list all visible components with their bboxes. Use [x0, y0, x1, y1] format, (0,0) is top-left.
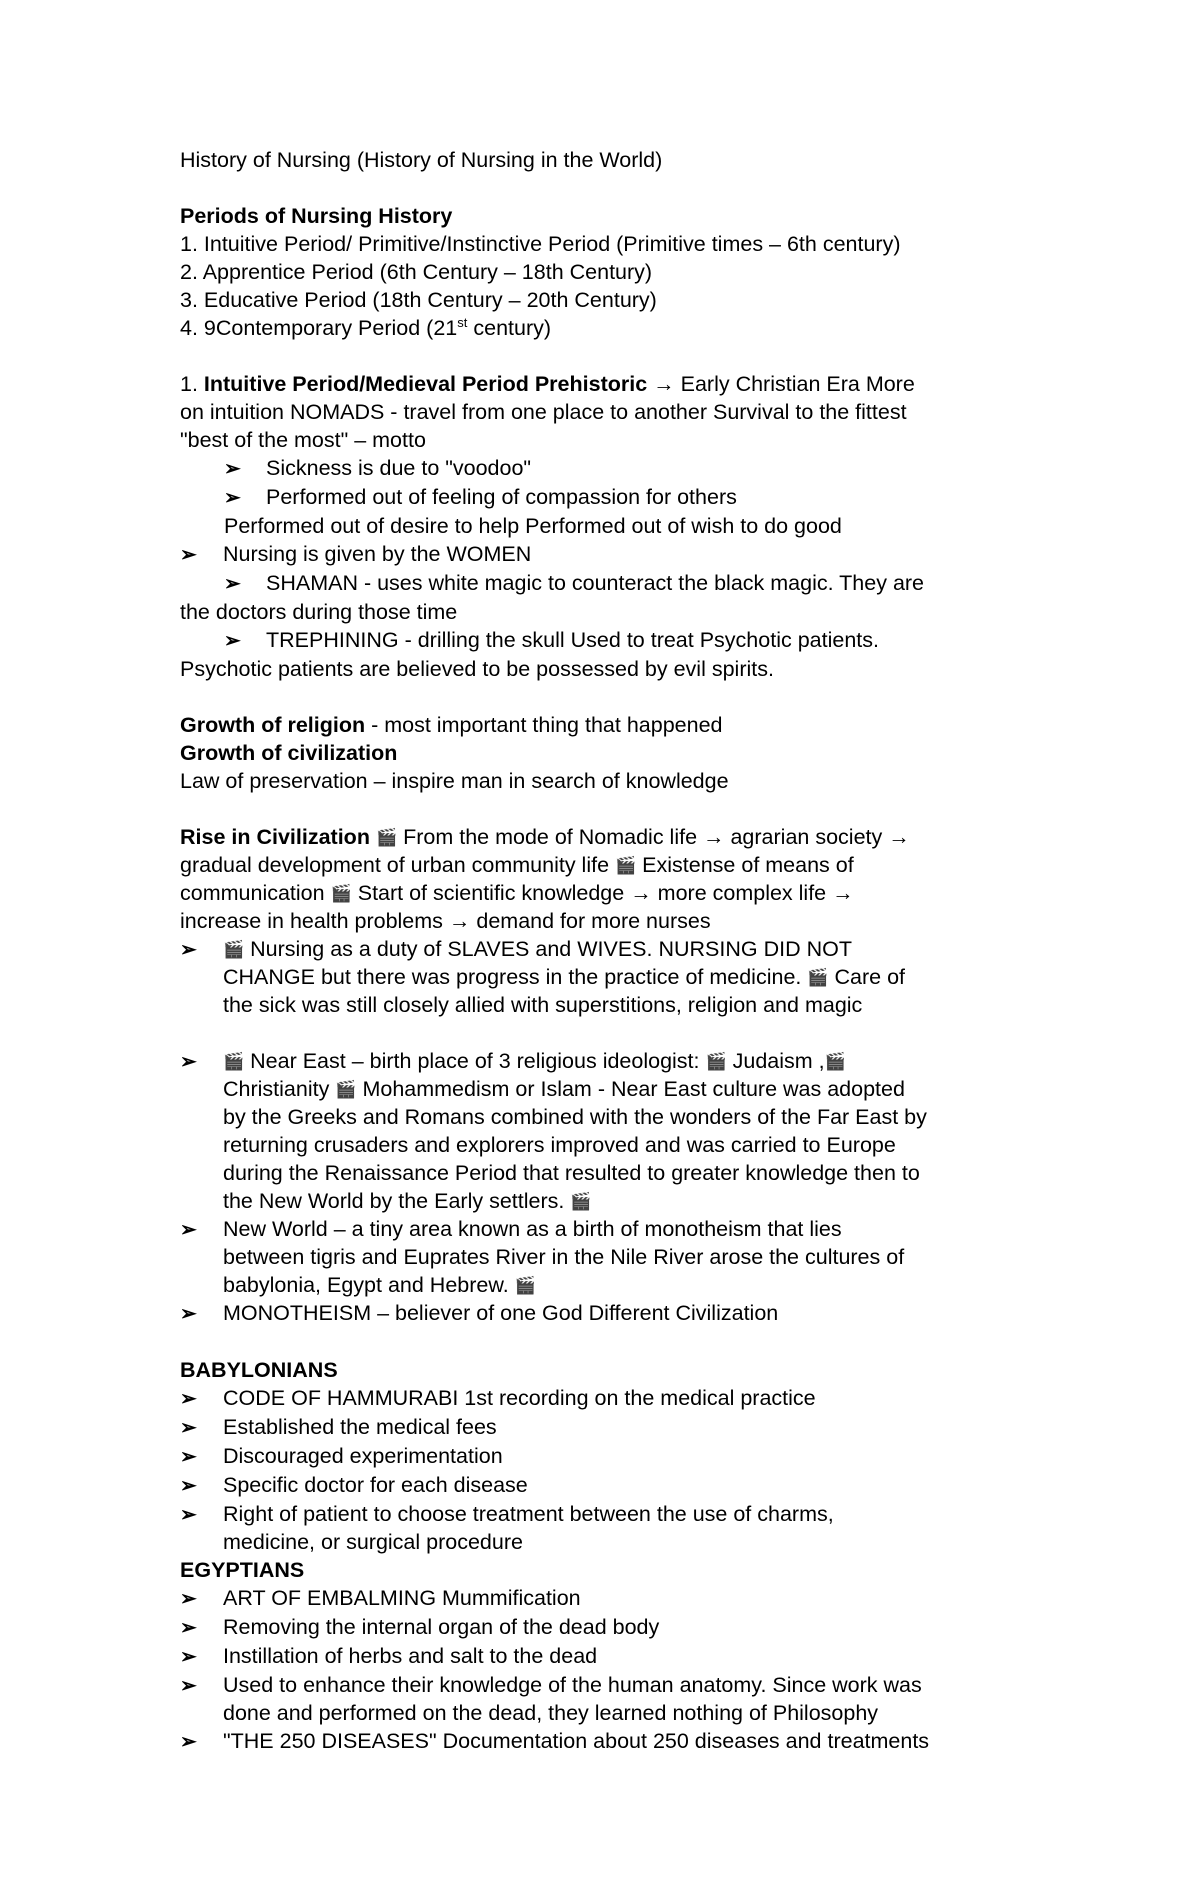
period-item: 3. Educative Period (18th Century – 20th Century)	[180, 288, 657, 312]
arrow-bullet-icon: ➢	[180, 1731, 197, 1753]
arrow-bullet-icon: ➢	[180, 1588, 197, 1610]
document-title: History of Nursing (History of Nursing in the World)	[180, 148, 663, 172]
arrow-bullet-icon: ➢	[180, 1617, 197, 1639]
document-page	[180, 146, 1040, 1756]
period-item: 2. Apprentice Period (6th Century – 18th Century)	[180, 260, 653, 284]
rise-paragraph-line: gradual development of urban community life 🎬 Existense of means of	[180, 853, 854, 877]
clapperboard-icon: 🎬	[514, 1276, 536, 1295]
text-line: Performed out of desire to help Performed out of wish to do good	[224, 514, 842, 538]
clapperboard-icon: 🎬	[705, 1052, 727, 1071]
intuitive-paragraph: 1. Intuitive Period/Medieval Period Prehistoric → Early Christian Era More	[180, 372, 915, 396]
bullet-item: ➢ Nursing is given by the WOMEN	[180, 540, 1040, 569]
bullet-item: ➢ 🎬 Near East – birth place of 3 religious ideologist: 🎬 Judaism ,🎬 Christianity 🎬 Mohammedism or Islam - Near East culture was adopted by the Greeks and Romans combined with the wonders of the Far East by returning crusaders and explorers improved and was carried to Europe during the Renaissance Period that resulted to greater knowledge then to the New World by the Early settlers. 🎬	[180, 1049, 927, 1213]
bullet-item: ➢ Used to enhance their knowledge of the human anatomy. Since work was done and performed on the dead, they learned nothing of Philosophy	[180, 1673, 922, 1725]
bullet-item: ➢ 🎬 Nursing as a duty of SLAVES and WIVES. NURSING DID NOT CHANGE but there was progress in the practice of medicine. 🎬 Care of the sick was still closely allied with superstitions, religion and magic	[180, 937, 905, 1017]
arrow-bullet-icon: ➢	[224, 458, 241, 480]
bullet-item: ➢ Established the medical fees	[180, 1413, 1040, 1442]
rise-paragraph: Rise in Civilization 🎬 From the mode of Nomadic life → agrarian society →	[180, 825, 910, 849]
text-line: the doctors during those time	[180, 600, 458, 624]
babylonians-heading: BABYLONIANS	[180, 1358, 338, 1382]
rise-paragraph-line: communication 🎬 Start of scientific knowledge → more complex life →	[180, 881, 854, 905]
clapperboard-icon: 🎬	[223, 1052, 245, 1071]
spacer	[180, 683, 1040, 711]
clapperboard-icon: 🎬	[335, 1080, 357, 1099]
arrow-bullet-icon: ➢	[224, 573, 241, 595]
rise-paragraph-line: increase in health problems → demand for more nurses	[180, 909, 711, 933]
intuitive-paragraph-line: on intuition NOMADS - travel from one place to another Survival to the fittest	[180, 400, 907, 424]
period-item: 4. 9Contemporary Period (21st century)	[180, 314, 552, 340]
intuitive-paragraph-line: "best of the most" – motto	[180, 428, 426, 452]
bullet-item: ➢ "THE 250 DISEASES" Documentation about 250 diseases and treatments	[180, 1727, 1040, 1756]
clapperboard-icon: 🎬	[223, 940, 245, 959]
clapperboard-icon: 🎬	[807, 968, 829, 987]
clapperboard-icon: 🎬	[375, 828, 398, 847]
arrow-bullet-icon: ➢	[180, 1051, 197, 1073]
bullet-item: ➢ Removing the internal organ of the dead body	[180, 1613, 1040, 1642]
superscript: st	[457, 314, 468, 330]
religion-line: Growth of religion - most important thing that happened	[180, 713, 723, 737]
text-line: Psychotic patients are believed to be possessed by evil spirits.	[180, 657, 774, 681]
spacer	[180, 1328, 1040, 1356]
bullet-item: ➢ Instillation of herbs and salt to the dead	[180, 1642, 1040, 1671]
arrow-bullet-icon: ➢	[180, 1475, 197, 1497]
arrow-bullet-icon: ➢	[224, 487, 241, 509]
period-item: 1. Intuitive Period/ Primitive/Instinctive Period (Primitive times – 6th century)	[180, 232, 901, 256]
bullet-item: ➢ Sickness is due to "voodoo"	[180, 454, 1040, 483]
arrow-bullet-icon: ➢	[180, 1504, 197, 1526]
arrow-bullet-icon: ➢	[180, 1417, 197, 1439]
bullet-item: ➢ ART OF EMBALMING Mummification	[180, 1584, 1040, 1613]
arrow-bullet-icon: ➢	[180, 1388, 197, 1410]
spacer	[180, 342, 1040, 370]
bullet-item: ➢ CODE OF HAMMURABI 1st recording on the medical practice	[180, 1384, 1040, 1413]
arrow-bullet-icon: ➢	[180, 1446, 197, 1468]
arrow-bullet-icon: ➢	[180, 1646, 197, 1668]
clapperboard-icon: 🎬	[570, 1192, 592, 1211]
arrow-bullet-icon: ➢	[224, 630, 241, 652]
spacer	[180, 795, 1040, 823]
bullet-item: ➢ Right of patient to choose treatment between the use of charms, medicine, or surgical procedure	[180, 1502, 834, 1554]
spacer	[180, 174, 1040, 202]
bullet-item: ➢ TREPHINING - drilling the skull Used to treat Psychotic patients.	[180, 626, 1040, 655]
clapperboard-icon: 🎬	[615, 856, 637, 875]
egyptians-heading: EGYPTIANS	[180, 1558, 305, 1582]
clapperboard-icon: 🎬	[330, 884, 352, 903]
bullet-item: ➢ Performed out of feeling of compassion for others	[180, 483, 1040, 512]
arrow-bullet-icon: ➢	[180, 1675, 197, 1697]
bullet-item: ➢ Discouraged experimentation	[180, 1442, 1040, 1471]
arrow-bullet-icon: ➢	[180, 939, 197, 961]
civilization-heading: Growth of civilization	[180, 741, 398, 765]
arrow-bullet-icon: ➢	[180, 544, 197, 566]
bullet-item: ➢ New World – a tiny area known as a birth of monotheism that lies between tigris and Euprates River in the Nile River arose the cultures of babylonia, Egypt and Hebrew. 🎬	[180, 1217, 905, 1297]
bullet-item: ➢ MONOTHEISM – believer of one God Different Civilization	[180, 1299, 1040, 1328]
periods-heading: Periods of Nursing History	[180, 204, 453, 228]
bullet-item: ➢ SHAMAN - uses white magic to counteract the black magic. They are	[180, 569, 1040, 598]
text-line: Law of preservation – inspire man in search of knowledge	[180, 769, 729, 793]
arrow-bullet-icon: ➢	[180, 1303, 197, 1325]
arrow-bullet-icon: ➢	[180, 1219, 197, 1241]
clapperboard-icon: 🎬	[824, 1052, 846, 1071]
bullet-item: ➢ Specific doctor for each disease	[180, 1471, 1040, 1500]
spacer	[180, 1019, 1040, 1047]
